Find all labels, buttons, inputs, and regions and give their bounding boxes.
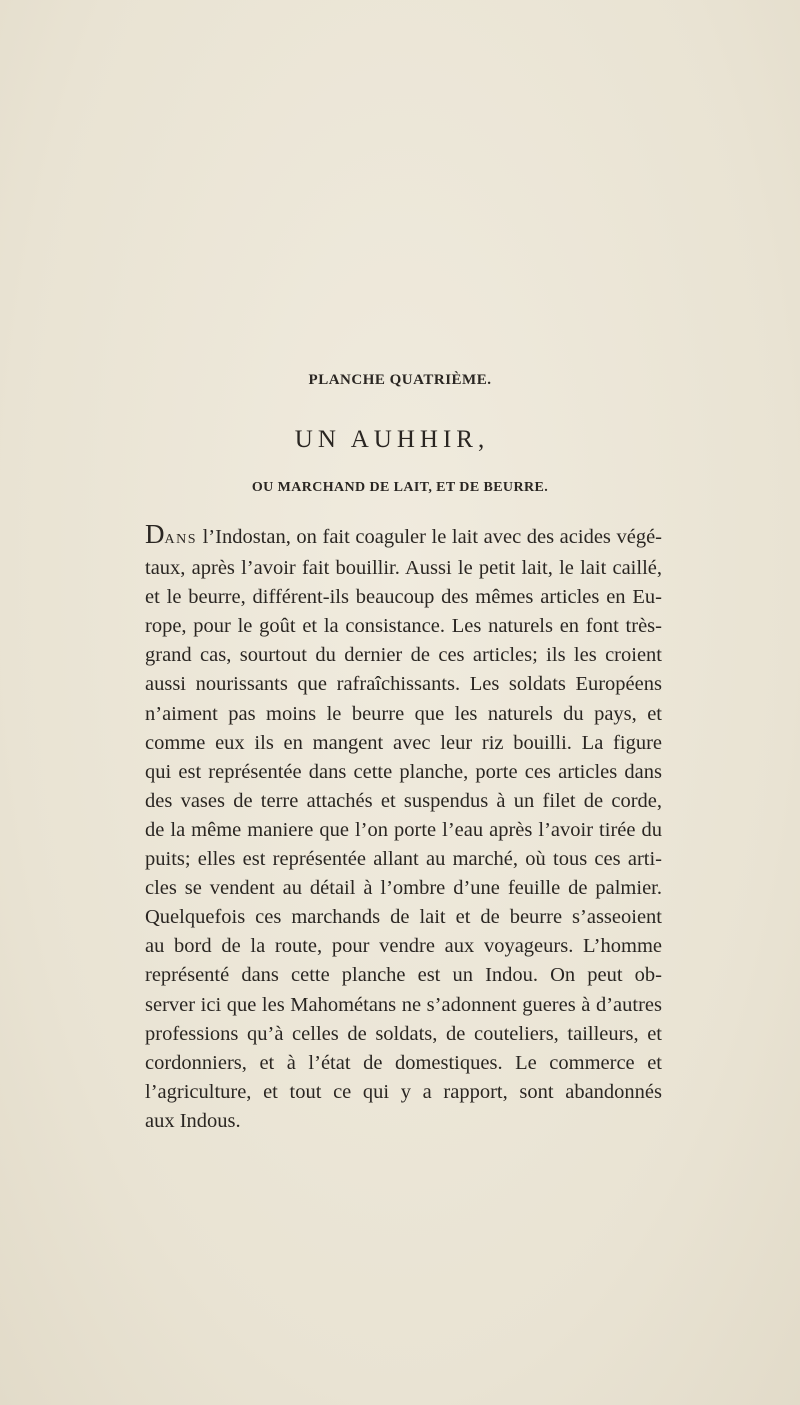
body-line: rope, pour le goût et la consistance. Les naturels en font très- <box>145 615 662 638</box>
body-line: Quelquefois ces marchands de lait et de beurre s’asseoient <box>145 906 662 929</box>
body-line-1: DANS l’Indostan, on fait coaguler le lait avec des acides végé- <box>145 519 662 549</box>
body-line: qui est représentée dans cette planche, porte ces articles dans <box>145 760 662 783</box>
drop-cap: D <box>145 519 165 549</box>
body-line: cles se vendent au détail à l’ombre d’une feuille de palmier. <box>145 877 662 900</box>
body-line: professions qu’à celles de soldats, de couteliers, tailleurs, et <box>145 1022 662 1045</box>
body-line: comme eux ils en mangent avec leur riz bouilli. La figure <box>145 731 662 754</box>
body-paragraph <box>145 520 662 1136</box>
body-line: de la même maniere que l’on porte l’eau après l’avoir tirée du <box>145 818 662 841</box>
body-line: cordonniers, et à l’état de domestiques. Le commerce et <box>145 1051 662 1074</box>
body-line: représenté dans cette planche est un Indou. On peut ob- <box>145 964 662 987</box>
page-subtitle: OU MARCHAND DE LAIT, ET DE BEURRE. <box>251 480 549 495</box>
body-line: au bord de la route, pour vendre aux voyageurs. L’homme <box>145 935 662 958</box>
plate-label: PLANCHE QUATRIÈME. <box>308 372 492 388</box>
body-line: aussi nourissants que rafraîchissants. Les soldats Européens <box>145 673 662 696</box>
body-line: des vases de terre attachés et suspendus à un filet de corde, <box>145 789 662 812</box>
body-line-last: aux Indous. <box>145 1109 241 1132</box>
body-line: et le beurre, différent-ils beaucoup des mêmes articles en Eu- <box>145 586 662 609</box>
body-line: grand cas, sourtout du dernier de ces articles; ils les croient <box>145 644 662 667</box>
body-line: server ici que les Mahométans ne s’adonnent gueres à d’autres <box>145 993 662 1016</box>
small-caps-word: ANS <box>164 532 198 547</box>
body-line: taux, après l’avoir fait bouillir. Aussi le petit lait, le lait caillé, <box>145 557 662 580</box>
body-line: n’aiment pas moins le beurre que les naturels du pays, et <box>145 702 662 725</box>
body-line: l’agriculture, et tout ce qui y a rapport, sont abandonnés <box>145 1080 662 1103</box>
page-title: UN AUHHIR, <box>294 426 490 453</box>
body-line: puits; elles est représentée allant au marché, où tous ces arti- <box>145 848 662 871</box>
